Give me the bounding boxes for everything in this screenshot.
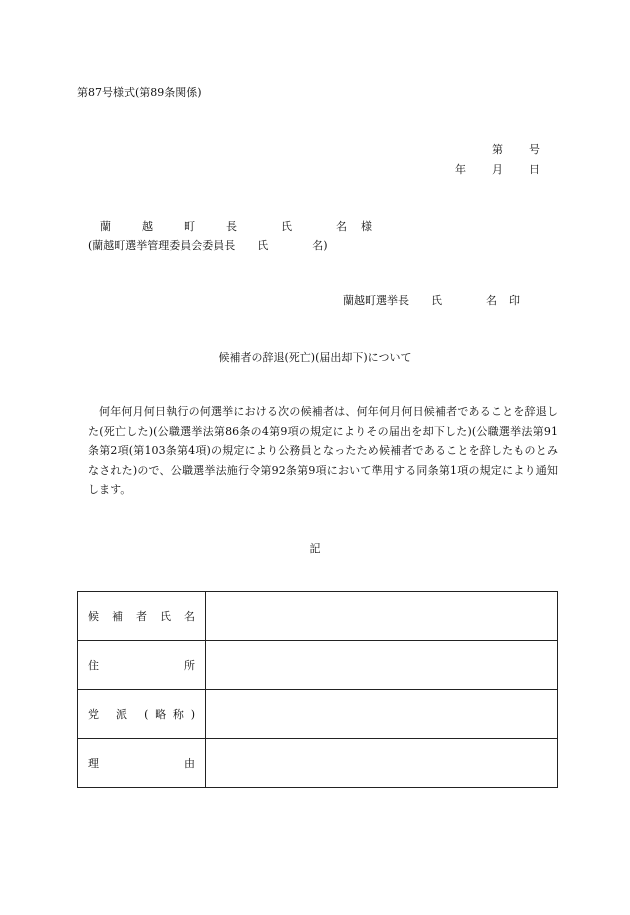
row-label (78, 690, 206, 739)
addressee-mei: 名) (312, 239, 328, 252)
row-value (206, 690, 558, 739)
table-row (78, 641, 558, 690)
addressee-shi: 氏 (257, 239, 269, 252)
ki-heading: 記 (309, 542, 321, 555)
addressee-honorific: 様 (361, 220, 372, 233)
sender-line (343, 292, 520, 308)
table-row (78, 592, 558, 641)
addressee-line-1 (100, 218, 372, 234)
addressee-char-6: 名 (336, 220, 347, 233)
addressee-char-2: 越 (142, 220, 153, 233)
row-label (78, 641, 206, 690)
addressee-char-3: 町 (184, 220, 195, 233)
document-number-prefix: 第 (492, 143, 503, 156)
date-month: 月 (492, 163, 503, 176)
form-number: 第87号様式(第89条関係) (77, 86, 202, 99)
seal-mark: 印 (509, 294, 520, 307)
row-label-text: 候 補 者 氏 名 (88, 610, 195, 623)
sender-title: 蘭越町選挙長 (343, 294, 409, 307)
date-line (455, 161, 540, 177)
row-label (78, 592, 206, 641)
row-value (206, 592, 558, 641)
addressee-char-5: 氏 (281, 220, 292, 233)
addressee-char-4: 長 (226, 220, 237, 233)
sender-mei: 名 (486, 294, 497, 307)
row-value (206, 739, 558, 788)
sender-shi: 氏 (431, 294, 442, 307)
row-label-text: 理 由 (88, 757, 195, 770)
addressee-char-1: 蘭 (100, 220, 111, 233)
row-label-text: 住 所 (88, 659, 195, 672)
row-value (206, 641, 558, 690)
document-number-suffix: 号 (529, 143, 540, 156)
table-row (78, 739, 558, 788)
date-day: 日 (529, 163, 540, 176)
candidate-table (77, 591, 558, 788)
table-row (78, 690, 558, 739)
row-label-text: 党 派 (略称) (88, 708, 195, 721)
document-number (492, 141, 540, 157)
row-label (78, 739, 206, 788)
date-year: 年 (455, 163, 466, 176)
body-text: 何年何月何日執行の何選挙における次の候補者は、何年何月何日候補者であることを辞退した(死亡した)(公職選挙法第86条の4第9項の規定によりその届出を却下した)(公職選挙法第91条第2項(第103条第4項)の規定により公務員となったため候補者であることを辞したものとみなされた)ので、公職選挙法施行令第92条第9項において準用する同条第1項の規定により通知します。 (88, 405, 558, 496)
subject: 候補者の辞退(死亡)(届出却下)について (218, 351, 412, 364)
addressee-line-2 (88, 237, 328, 253)
addressee-committee: (蘭越町選挙管理委員会委員長 (88, 239, 236, 252)
